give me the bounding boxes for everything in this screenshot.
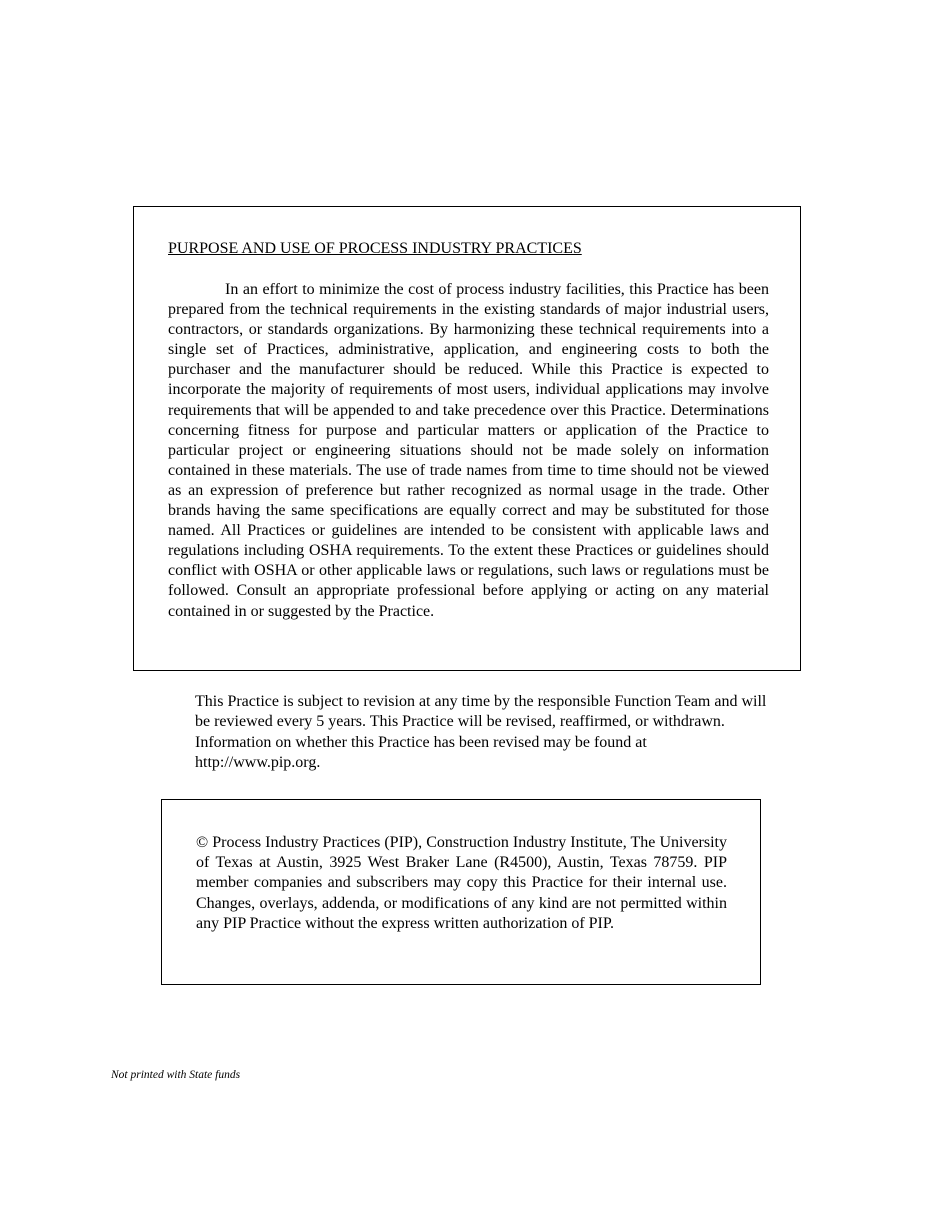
copyright-box <box>161 799 761 985</box>
purpose-and-use-box <box>133 206 801 671</box>
revision-note: This Practice is subject to revision at any time by the responsible Function Team and will be reviewed every 5 years. This Practice will be revised, reaffirmed, or withdrawn. Information on whether this Practice has been revised may be found at http://www.pip.org. <box>195 693 767 771</box>
footer-note: Not printed with State funds <box>111 1069 241 1081</box>
purpose-body-text: In an effort to minimize the cost of process industry facilities, this Practice has been prepared from the technical requirements in the existing standards of major industrial users, contractors, or standards organizations. By harmonizing these technical requirements into a single set of Practices, administrative, application, and engineering costs to both the purchaser and the manufacturer should be reduced. While this Practice is expected to incorporate the majority of requirements of most users, individual applications may involve requirements that will be appended to and take precedence over this Practice. Determinations concerning fitness for purpose and particular matters or application of the Practice to particular project or engineering situations should not be made solely on information contained in these materials. The use of trade names from time to time should not be viewed as an expression of preference but rather recognized as normal usage in the trade. Other brands having the same specifications are equally correct and may be substituted for those named. All Practices or guidelines are intended to be consistent with applicable laws and regulations including OSHA requirements. To the extent these Practices or guidelines should conflict with OSHA or other applicable laws or regulations, such laws or regulations must be followed. Consult an appropriate professional before applying or acting on any material contained in or suggested by the Practice. <box>168 281 769 620</box>
purpose-heading: PURPOSE AND USE OF PROCESS INDUSTRY PRACTICES <box>168 240 582 257</box>
copyright-notice: © Process Industry Practices (PIP), Construction Industry Institute, The University of Texas at Austin, 3925 West Braker Lane (R4500), Austin, Texas 78759. PIP member companies and subscribers may copy this Practice for their internal use. Changes, overlays, addenda, or modifications of any kind are not permitted within any PIP Practice without the express written authorization of PIP. <box>196 834 727 932</box>
